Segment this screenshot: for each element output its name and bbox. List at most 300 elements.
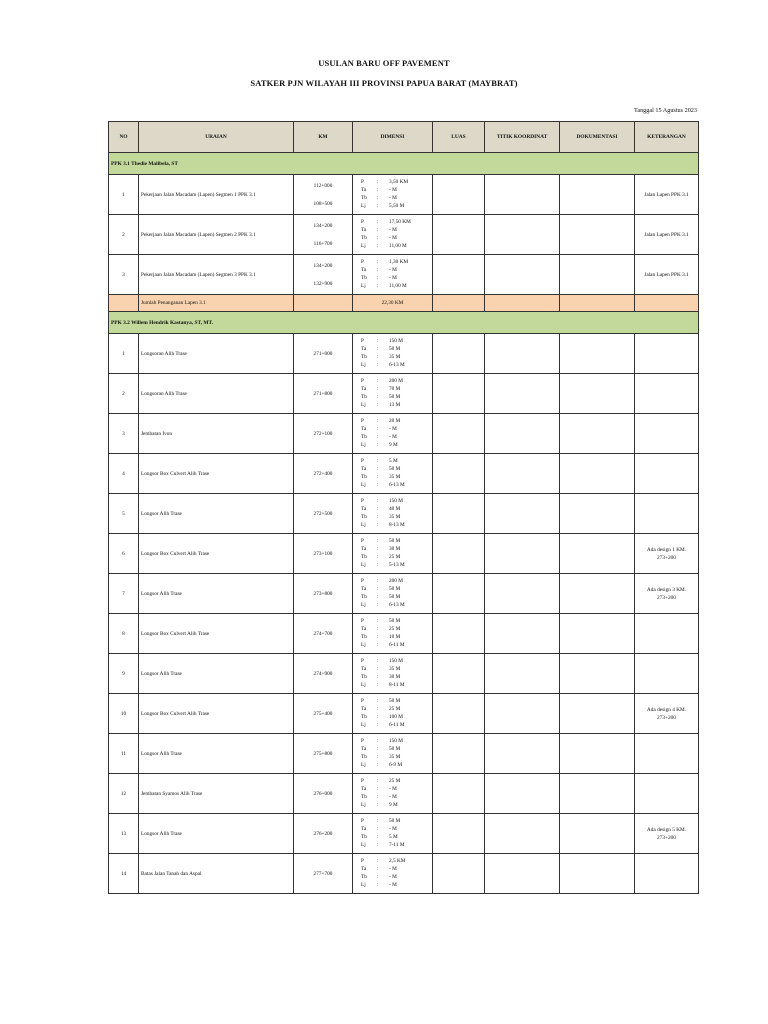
dim-label-p: P bbox=[361, 578, 364, 585]
row-keterangan bbox=[635, 654, 699, 694]
dim-label-ta: Ta bbox=[361, 267, 367, 274]
dim-label-p: P bbox=[361, 818, 364, 825]
row-keterangan bbox=[635, 574, 699, 614]
luas-cell bbox=[433, 734, 485, 774]
dokumentasi-cell bbox=[560, 854, 635, 894]
dimension-list bbox=[353, 778, 432, 808]
luas-cell bbox=[433, 494, 485, 534]
dim-colon: : bbox=[377, 354, 379, 361]
dim-label-lj: Lj bbox=[361, 602, 366, 609]
row-number: 9 bbox=[109, 654, 139, 694]
luas-cell bbox=[433, 574, 485, 614]
dim-value-tb: 50 M bbox=[389, 394, 401, 401]
dim-label-tb: Tb bbox=[361, 275, 367, 282]
row-uraian: Longsor Alih Trase bbox=[139, 814, 294, 854]
dim-label-ta: Ta bbox=[361, 866, 367, 873]
km-gap bbox=[294, 189, 352, 201]
row-keterangan: Jalan Lapen PPK 3.1 bbox=[635, 255, 699, 295]
dim-value-ta: 50 M bbox=[389, 586, 401, 593]
row-km: 274+900 bbox=[294, 654, 353, 694]
dimensi-cell bbox=[353, 734, 433, 774]
titik-koordinat-cell bbox=[485, 654, 560, 694]
dim-value-p: 150 M bbox=[389, 658, 403, 665]
dimensi-cell bbox=[353, 374, 433, 414]
dim-colon: : bbox=[377, 786, 379, 793]
dokumentasi-cell bbox=[560, 374, 635, 414]
dim-colon: : bbox=[377, 538, 379, 545]
dim-colon: : bbox=[377, 794, 379, 801]
dim-label-p: P bbox=[361, 498, 364, 505]
total-value: 22,30 KM bbox=[353, 295, 433, 312]
dim-colon: : bbox=[377, 442, 379, 449]
document-date: Tanggal 15 Agustus 2023 bbox=[634, 107, 697, 114]
section-title: PPK 3.1 Thedie Malibela, ST bbox=[109, 153, 699, 175]
dim-colon: : bbox=[377, 746, 379, 753]
row-uraian: Jembatan Ivon bbox=[139, 414, 294, 454]
titik-koordinat-cell bbox=[485, 694, 560, 734]
dim-label-ta: Ta bbox=[361, 826, 367, 833]
row-keterangan bbox=[635, 374, 699, 414]
keterangan-line-2: 273+200 bbox=[657, 834, 676, 841]
dimension-list bbox=[353, 418, 432, 448]
dimension-list bbox=[353, 658, 432, 688]
dimensi-cell bbox=[353, 574, 433, 614]
dim-value-ta: - M bbox=[389, 826, 397, 833]
dim-label-tb: Tb bbox=[361, 754, 367, 761]
row-uraian: Longsor Box Culvert Alih Trase bbox=[139, 534, 294, 574]
dim-value-lj: 8-11 M bbox=[389, 682, 405, 689]
luas-cell bbox=[433, 255, 485, 295]
row-number: 8 bbox=[109, 614, 139, 654]
dokumentasi-cell bbox=[560, 175, 635, 215]
dim-value-lj: 6-11 M bbox=[389, 722, 405, 729]
dim-value-lj: 5-13 M bbox=[389, 562, 405, 569]
dim-value-ta: 30 M bbox=[389, 546, 401, 553]
dim-colon: : bbox=[377, 546, 379, 553]
row-km: 271+800 bbox=[294, 374, 353, 414]
dim-value-p: 17,50 KM bbox=[389, 219, 411, 226]
dim-value-lj: 11,00 M bbox=[389, 243, 407, 250]
row-uraian: Jembatan Syamos Alih Trase bbox=[139, 774, 294, 814]
dokumentasi-cell bbox=[560, 454, 635, 494]
dim-colon: : bbox=[377, 698, 379, 705]
table-row bbox=[109, 854, 699, 894]
dim-label-tb: Tb bbox=[361, 714, 367, 721]
row-number: 10 bbox=[109, 694, 139, 734]
dim-value-p: 50 M bbox=[389, 618, 401, 625]
dim-value-lj: 6-11 M bbox=[389, 642, 405, 649]
dim-colon: : bbox=[377, 826, 379, 833]
dim-label-tb: Tb bbox=[361, 434, 367, 441]
dimension-list bbox=[353, 698, 432, 728]
dim-label-tb: Tb bbox=[361, 195, 367, 202]
dim-colon: : bbox=[377, 458, 379, 465]
dim-value-tb: - M bbox=[389, 434, 397, 441]
luas-cell bbox=[433, 774, 485, 814]
dim-value-ta: 35 M bbox=[389, 666, 401, 673]
dim-colon: : bbox=[377, 402, 379, 409]
dim-value-ta: - M bbox=[389, 187, 397, 194]
dim-value-p: 1,30 KM bbox=[389, 259, 409, 266]
dim-label-p: P bbox=[361, 259, 364, 266]
row-km: 273+100 bbox=[294, 534, 353, 574]
luas-cell bbox=[433, 175, 485, 215]
dim-label-ta: Ta bbox=[361, 666, 367, 673]
keterangan-line-1: Ada design 4 KM. bbox=[646, 706, 687, 713]
luas-cell bbox=[433, 654, 485, 694]
km-to: 108+500 bbox=[313, 200, 333, 207]
total-row bbox=[109, 295, 699, 312]
dim-colon: : bbox=[377, 498, 379, 505]
dimension-list bbox=[353, 458, 432, 488]
dim-label-ta: Ta bbox=[361, 706, 367, 713]
dim-colon: : bbox=[377, 346, 379, 353]
dim-colon: : bbox=[377, 626, 379, 633]
row-keterangan bbox=[635, 734, 699, 774]
dokumentasi-cell bbox=[560, 215, 635, 255]
dim-value-tb: 35 M bbox=[389, 354, 401, 361]
titik-koordinat-cell bbox=[485, 334, 560, 374]
row-number: 1 bbox=[109, 334, 139, 374]
dimensi-cell bbox=[353, 774, 433, 814]
dimension-list bbox=[353, 538, 432, 568]
dim-colon: : bbox=[377, 578, 379, 585]
dim-label-lj: Lj bbox=[361, 362, 366, 369]
dim-label-tb: Tb bbox=[361, 794, 367, 801]
km-to: 116+700 bbox=[313, 240, 333, 247]
row-uraian: Pekerjaan Jalan Macadam (Lapen) Segmen 2 PPK 3.1 bbox=[139, 215, 294, 255]
dim-colon: : bbox=[377, 714, 379, 721]
luas-cell bbox=[433, 534, 485, 574]
dim-label-lj: Lj bbox=[361, 442, 366, 449]
dimension-list bbox=[353, 259, 432, 289]
dim-value-p: 5 M bbox=[389, 458, 398, 465]
row-uraian: Longsor Alih Trase bbox=[139, 574, 294, 614]
row-km: 277+700 bbox=[294, 854, 353, 894]
dim-label-tb: Tb bbox=[361, 634, 367, 641]
dimensi-cell bbox=[353, 255, 433, 295]
row-km: 272+100 bbox=[294, 414, 353, 454]
dim-colon: : bbox=[377, 754, 379, 761]
dim-label-ta: Ta bbox=[361, 426, 367, 433]
dim-colon: : bbox=[377, 466, 379, 473]
dokumentasi-cell bbox=[560, 654, 635, 694]
titik-koordinat-cell bbox=[485, 494, 560, 534]
dim-label-p: P bbox=[361, 219, 364, 226]
dim-label-lj: Lj bbox=[361, 402, 366, 409]
dim-colon: : bbox=[377, 522, 379, 529]
row-keterangan bbox=[635, 854, 699, 894]
dim-colon: : bbox=[377, 666, 379, 673]
dim-colon: : bbox=[377, 634, 379, 641]
row-km: 276+200 bbox=[294, 814, 353, 854]
keterangan-line-2: 273+200 bbox=[657, 594, 676, 601]
row-keterangan bbox=[635, 694, 699, 734]
table-row bbox=[109, 175, 699, 215]
dim-colon: : bbox=[377, 474, 379, 481]
dim-label-lj: Lj bbox=[361, 882, 366, 889]
dim-label-p: P bbox=[361, 698, 364, 705]
dim-colon: : bbox=[377, 674, 379, 681]
dimensi-cell bbox=[353, 694, 433, 734]
titik-koordinat-cell bbox=[485, 574, 560, 614]
dimensi-cell bbox=[353, 494, 433, 534]
dim-label-tb: Tb bbox=[361, 514, 367, 521]
dim-label-lj: Lj bbox=[361, 842, 366, 849]
dim-value-lj: 9 M bbox=[389, 442, 398, 449]
header-dimensi: DIMENSI bbox=[353, 122, 433, 153]
dim-colon: : bbox=[377, 203, 379, 210]
row-km: 274+700 bbox=[294, 614, 353, 654]
km-gap bbox=[294, 229, 352, 241]
dokumentasi-cell bbox=[560, 534, 635, 574]
dim-value-ta: 25 M bbox=[389, 706, 401, 713]
titik-koordinat-cell bbox=[485, 454, 560, 494]
dim-label-tb: Tb bbox=[361, 554, 367, 561]
row-km bbox=[294, 215, 353, 255]
dimension-list bbox=[353, 578, 432, 608]
luas-cell bbox=[433, 694, 485, 734]
dim-value-lj: 6-13 M bbox=[389, 362, 405, 369]
row-km: 271+000 bbox=[294, 334, 353, 374]
row-number: 6 bbox=[109, 534, 139, 574]
dim-value-ta: - M bbox=[389, 786, 397, 793]
table-row bbox=[109, 574, 699, 614]
dim-label-lj: Lj bbox=[361, 522, 366, 529]
dimension-list bbox=[353, 338, 432, 368]
dim-value-tb: 35 M bbox=[389, 474, 401, 481]
dim-colon: : bbox=[377, 227, 379, 234]
total-km-cell bbox=[294, 295, 353, 312]
km-from: 134+200 bbox=[313, 222, 333, 229]
dim-label-p: P bbox=[361, 418, 364, 425]
row-keterangan: Jalan Lapen PPK 3.1 bbox=[635, 175, 699, 215]
row-uraian: Pekerjaan Jalan Macadam (Lapen) Segmen 3 PPK 3.1 bbox=[139, 255, 294, 295]
dim-value-lj: - M bbox=[389, 882, 397, 889]
dokumentasi-cell bbox=[560, 774, 635, 814]
dim-value-p: 25 M bbox=[389, 778, 401, 785]
section-header-ppk-3-2 bbox=[109, 312, 699, 334]
dokumentasi-cell bbox=[560, 694, 635, 734]
row-km: 272+500 bbox=[294, 494, 353, 534]
dim-label-tb: Tb bbox=[361, 834, 367, 841]
dim-value-lj: 6-9 M bbox=[389, 762, 403, 769]
dim-value-tb: - M bbox=[389, 195, 397, 202]
dokumentasi-cell bbox=[560, 574, 635, 614]
dim-label-tb: Tb bbox=[361, 874, 367, 881]
dim-label-lj: Lj bbox=[361, 762, 366, 769]
header-no: NO bbox=[109, 122, 139, 153]
row-keterangan: Jalan Lapen PPK 3.1 bbox=[635, 215, 699, 255]
dokumentasi-cell bbox=[560, 734, 635, 774]
row-uraian: Longsoran Alih Trase bbox=[139, 334, 294, 374]
dim-value-tb: 50 M bbox=[389, 594, 401, 601]
row-km: 275+800 bbox=[294, 734, 353, 774]
dim-value-p: 50 M bbox=[389, 538, 401, 545]
total-keterangan-cell bbox=[635, 295, 699, 312]
titik-koordinat-cell bbox=[485, 255, 560, 295]
dim-value-ta: - M bbox=[389, 227, 397, 234]
row-keterangan bbox=[635, 814, 699, 854]
table-header-row bbox=[109, 122, 699, 153]
dokumentasi-cell bbox=[560, 295, 635, 312]
dim-value-p: 2,5 KM bbox=[389, 858, 406, 865]
keterangan-line-2: 273+200 bbox=[657, 714, 676, 721]
row-km: 276+000 bbox=[294, 774, 353, 814]
dim-label-p: P bbox=[361, 378, 364, 385]
dim-label-ta: Ta bbox=[361, 386, 367, 393]
dimension-list bbox=[353, 618, 432, 648]
dim-colon: : bbox=[377, 866, 379, 873]
table-row bbox=[109, 374, 699, 414]
row-uraian: Longsoran Alih Trase bbox=[139, 374, 294, 414]
row-number: 13 bbox=[109, 814, 139, 854]
dim-value-tb: - M bbox=[389, 275, 397, 282]
keterangan-line-1: Ada design 1 KM. bbox=[646, 546, 687, 553]
dim-label-lj: Lj bbox=[361, 283, 366, 290]
dimensi-cell bbox=[353, 534, 433, 574]
dim-colon: : bbox=[377, 834, 379, 841]
dim-value-lj: 6-13 M bbox=[389, 482, 405, 489]
total-label: Jumlah Penanganan Lapen 3.1 bbox=[139, 295, 294, 312]
titik-koordinat-cell bbox=[485, 814, 560, 854]
section-header-ppk-3-1 bbox=[109, 153, 699, 175]
dimensi-cell bbox=[353, 175, 433, 215]
dim-label-tb: Tb bbox=[361, 474, 367, 481]
dim-label-ta: Ta bbox=[361, 466, 367, 473]
keterangan-line-2: 273+200 bbox=[657, 554, 676, 561]
dim-label-lj: Lj bbox=[361, 722, 366, 729]
dim-label-tb: Tb bbox=[361, 354, 367, 361]
row-number: 3 bbox=[109, 255, 139, 295]
row-uraian: Longsor Box Culvert Alih Trase bbox=[139, 454, 294, 494]
dim-value-ta: - M bbox=[389, 426, 397, 433]
row-number: 7 bbox=[109, 574, 139, 614]
dim-colon: : bbox=[377, 842, 379, 849]
total-no-cell bbox=[109, 295, 139, 312]
dimension-list bbox=[353, 179, 432, 209]
document-subtitle: SATKER PJN WILAYAH III PROVINSI PAPUA BARAT (MAYBRAT) bbox=[250, 78, 518, 88]
row-keterangan bbox=[635, 534, 699, 574]
row-uraian: Longsor Box Culvert Alih Trase bbox=[139, 614, 294, 654]
dim-label-lj: Lj bbox=[361, 482, 366, 489]
table-row bbox=[109, 614, 699, 654]
dim-label-lj: Lj bbox=[361, 682, 366, 689]
dim-value-ta: 50 M bbox=[389, 346, 401, 353]
km-from: 112+000 bbox=[313, 182, 333, 189]
dim-label-ta: Ta bbox=[361, 227, 367, 234]
dokumentasi-cell bbox=[560, 334, 635, 374]
row-km bbox=[294, 175, 353, 215]
row-number: 4 bbox=[109, 454, 139, 494]
titik-koordinat-cell bbox=[485, 534, 560, 574]
row-uraian: Longsor Box Culvert Alih Trase bbox=[139, 694, 294, 734]
dim-colon: : bbox=[377, 658, 379, 665]
dim-value-ta: 40 M bbox=[389, 506, 401, 513]
dim-colon: : bbox=[377, 235, 379, 242]
table-row bbox=[109, 654, 699, 694]
table-row bbox=[109, 494, 699, 534]
dimensi-cell bbox=[353, 334, 433, 374]
header-dokumentasi: DOKUMENTASI bbox=[560, 122, 635, 153]
row-number: 2 bbox=[109, 374, 139, 414]
dim-label-tb: Tb bbox=[361, 674, 367, 681]
dim-label-ta: Ta bbox=[361, 786, 367, 793]
dim-colon: : bbox=[377, 418, 379, 425]
row-number: 1 bbox=[109, 175, 139, 215]
km-from: 134+200 bbox=[313, 262, 333, 269]
titik-koordinat-cell bbox=[485, 854, 560, 894]
table-row bbox=[109, 334, 699, 374]
dim-colon: : bbox=[377, 818, 379, 825]
header-km: KM bbox=[294, 122, 353, 153]
section-title: PPK 3.2 Willem Hendrik Kastanya, ST, MT. bbox=[109, 312, 699, 334]
row-keterangan bbox=[635, 494, 699, 534]
dim-label-p: P bbox=[361, 179, 364, 186]
dim-value-p: 150 M bbox=[389, 738, 403, 745]
row-keterangan bbox=[635, 614, 699, 654]
dokumentasi-cell bbox=[560, 614, 635, 654]
dim-value-tb: 10 M bbox=[389, 634, 401, 641]
row-number: 2 bbox=[109, 215, 139, 255]
dim-colon: : bbox=[377, 682, 379, 689]
dim-label-lj: Lj bbox=[361, 642, 366, 649]
row-keterangan bbox=[635, 454, 699, 494]
row-number: 5 bbox=[109, 494, 139, 534]
dim-colon: : bbox=[377, 259, 379, 266]
dim-value-ta: 50 M bbox=[389, 466, 401, 473]
dimensi-cell bbox=[353, 215, 433, 255]
row-km: 275+400 bbox=[294, 694, 353, 734]
dim-value-p: 3,50 KM bbox=[389, 179, 409, 186]
dim-colon: : bbox=[377, 554, 379, 561]
table-row bbox=[109, 215, 699, 255]
dim-label-p: P bbox=[361, 538, 364, 545]
dim-value-p: 50 M bbox=[389, 698, 401, 705]
dim-label-ta: Ta bbox=[361, 506, 367, 513]
dim-colon: : bbox=[377, 778, 379, 785]
dim-value-tb: 35 M bbox=[389, 754, 401, 761]
dim-value-p: 50 M bbox=[389, 818, 401, 825]
dim-label-tb: Tb bbox=[361, 394, 367, 401]
dimension-list bbox=[353, 498, 432, 528]
dim-label-p: P bbox=[361, 858, 364, 865]
dim-value-lj: 6-13 M bbox=[389, 602, 405, 609]
dim-colon: : bbox=[377, 802, 379, 809]
dim-value-tb: - M bbox=[389, 235, 397, 242]
dim-label-lj: Lj bbox=[361, 243, 366, 250]
dimensi-cell bbox=[353, 654, 433, 694]
dim-value-ta: 25 M bbox=[389, 626, 401, 633]
dim-colon: : bbox=[377, 275, 379, 282]
table-body bbox=[109, 153, 699, 894]
dim-value-p: 200 M bbox=[389, 578, 403, 585]
row-number: 3 bbox=[109, 414, 139, 454]
dim-value-tb: 5 M bbox=[389, 834, 398, 841]
table-row bbox=[109, 694, 699, 734]
table-row bbox=[109, 734, 699, 774]
dim-value-lj: 5,50 M bbox=[389, 203, 405, 210]
dim-colon: : bbox=[377, 506, 379, 513]
dim-colon: : bbox=[377, 394, 379, 401]
dim-colon: : bbox=[377, 338, 379, 345]
document-title: USULAN BARU OFF PAVEMENT bbox=[318, 58, 450, 68]
dim-label-lj: Lj bbox=[361, 203, 366, 210]
dim-colon: : bbox=[377, 586, 379, 593]
titik-koordinat-cell bbox=[485, 734, 560, 774]
row-uraian: Longsor Alih Trase bbox=[139, 654, 294, 694]
titik-koordinat-cell bbox=[485, 295, 560, 312]
